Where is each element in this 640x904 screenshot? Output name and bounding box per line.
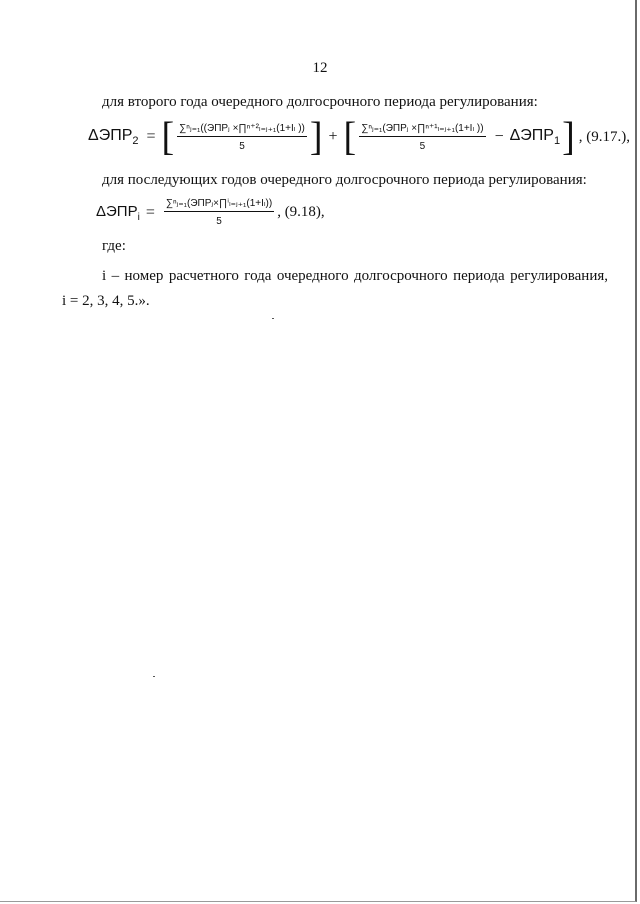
formula-9-18-tag: , (9.18), bbox=[277, 204, 325, 220]
formula-9-18-numerator: ∑ⁿⱼ₌₁(ЭПРⱼ×∏ⁱₗ₌ⱼ₊₁(1+Iₗ)) bbox=[164, 198, 274, 212]
fraction-term-2 bbox=[359, 123, 485, 152]
where-label: где: bbox=[102, 238, 126, 254]
page-number: 12 bbox=[312, 60, 328, 76]
formula-9-18 bbox=[96, 198, 325, 227]
formula-9-17-tag: , (9.17.), bbox=[578, 128, 630, 145]
scan-speck bbox=[272, 318, 274, 319]
close-bracket: ] bbox=[309, 114, 323, 160]
term-2-numerator: ∑ⁿⱼ₌₁(ЭПРⱼ ×∏ⁿ⁺¹ₗ₌ⱼ₊₁(1+Iₗ )) bbox=[359, 123, 485, 137]
formula-9-18-denominator: 5 bbox=[216, 216, 222, 227]
fraction-9-18 bbox=[164, 198, 274, 227]
equals-sign: = bbox=[145, 203, 155, 221]
formula-9-18-lhs: $\Delta ЭПР_i$ bbox=[96, 202, 140, 223]
formula-9-17-lhs: $\Delta ЭПР_2$ bbox=[88, 126, 139, 148]
term-2-rhs: $\Delta ЭПР_1$ bbox=[509, 126, 561, 148]
open-bracket: [ bbox=[343, 114, 357, 160]
equals-sign: = bbox=[146, 128, 156, 145]
open-bracket: [ bbox=[161, 114, 175, 160]
fraction-term-1 bbox=[177, 123, 307, 152]
plus-sign: + bbox=[328, 128, 338, 145]
scan-speck bbox=[153, 676, 155, 677]
definition-line-2: i = 2, 3, 4, 5.». bbox=[62, 293, 150, 309]
term-2-denominator: 5 bbox=[419, 140, 426, 152]
minus-sign: − bbox=[494, 128, 504, 145]
term-1-denominator: 5 bbox=[239, 140, 245, 152]
term-1-numerator: ∑ⁿⱼ₌₁((ЭПРⱼ ×∏ⁿ⁺²ₗ₌ⱼ₊₁(1+Iₗ )) bbox=[177, 123, 307, 137]
subsequent-years-intro: для последующих годов очередного долгосрочного периода регулирования: bbox=[102, 172, 587, 188]
second-year-intro: для второго года очередного долгосрочного периода регулирования: bbox=[102, 94, 538, 110]
close-bracket: ] bbox=[562, 114, 575, 160]
definition-line-1: i – номер расчетного года очередного долгосрочного периода регулирования, bbox=[102, 268, 608, 284]
formula-9-17 bbox=[88, 114, 630, 160]
